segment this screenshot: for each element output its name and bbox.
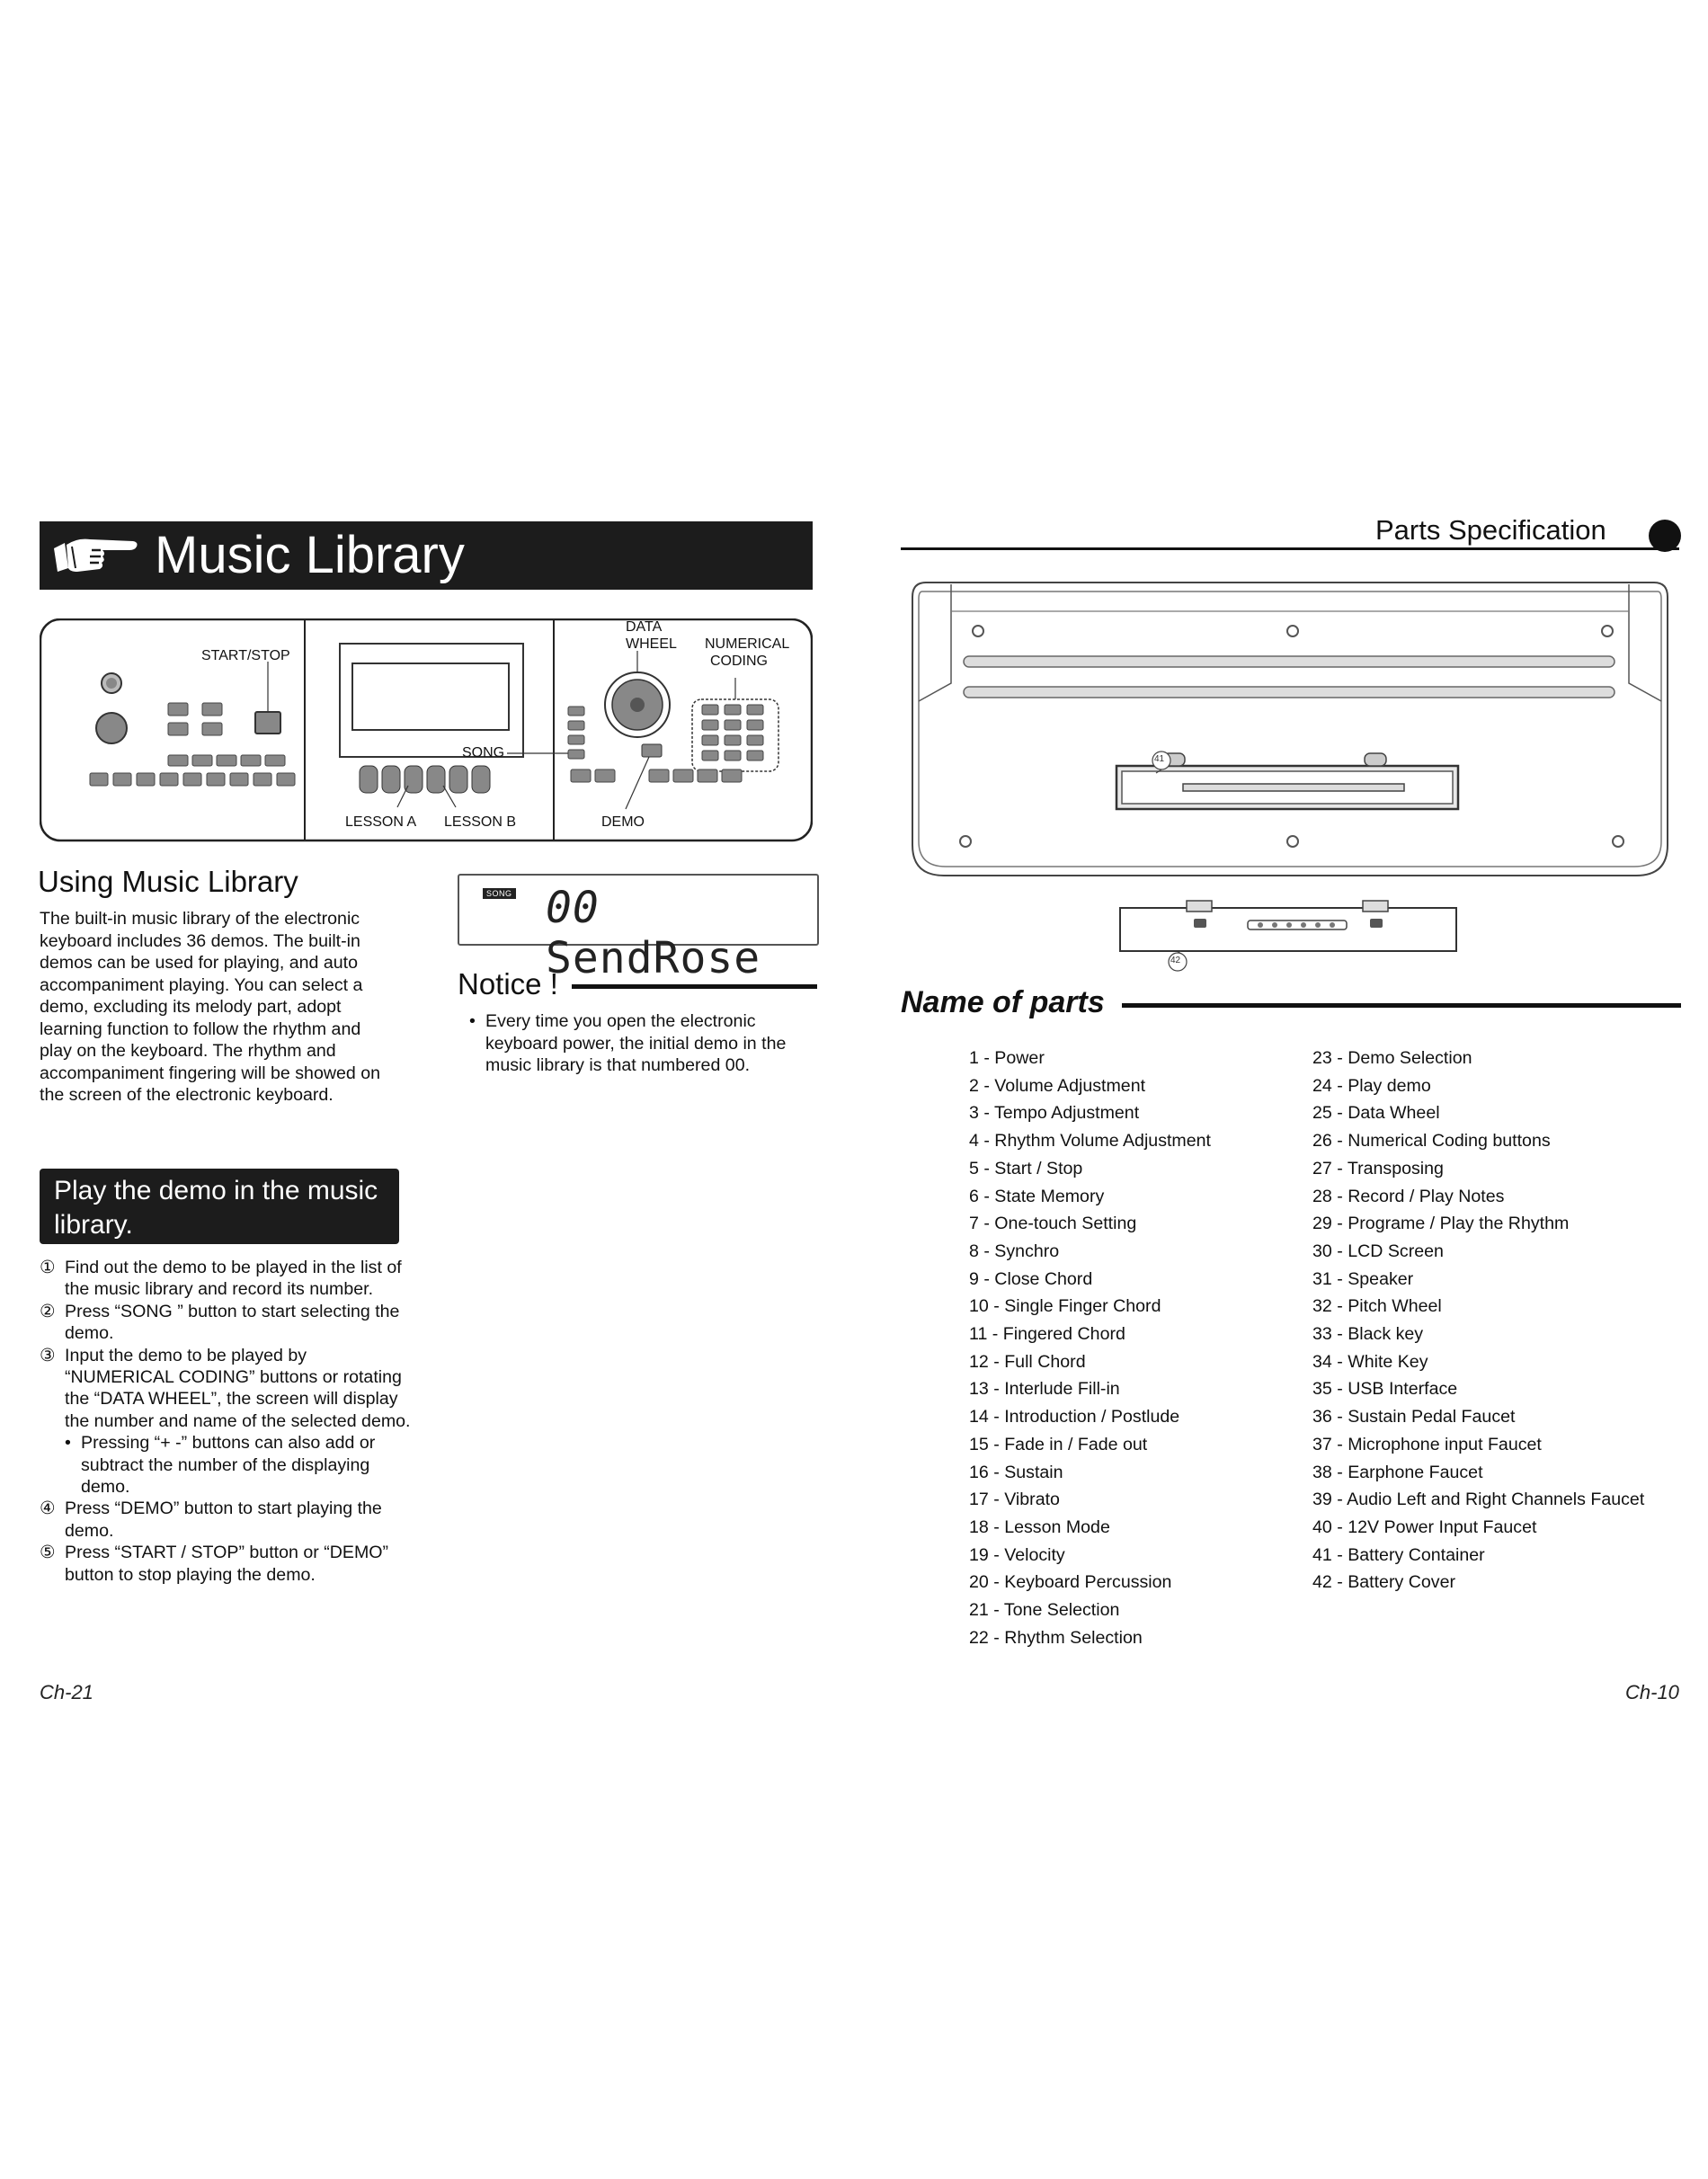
part-item: 29 - Programe / Play the Rhythm bbox=[1312, 1214, 1570, 1234]
part-item: 11 - Fingered Chord bbox=[969, 1324, 1125, 1345]
part-item: 3 - Tempo Adjustment bbox=[969, 1103, 1140, 1124]
step-text: Press “START / STOP” button or “DEMO” button to stop playing the demo. bbox=[65, 1543, 389, 1585]
part-item: 16 - Sustain bbox=[969, 1462, 1063, 1482]
part-item: 26 - Numerical Coding buttons bbox=[1312, 1131, 1551, 1152]
step-item bbox=[40, 1498, 417, 1542]
demo-label: DEMO bbox=[601, 814, 645, 830]
numerical-coding-label-1: NUMERICAL bbox=[705, 636, 790, 652]
part-item: 14 - Introduction / Postlude bbox=[969, 1407, 1180, 1427]
lesson-b-label: LESSON B bbox=[444, 814, 517, 830]
callout-42: 42 bbox=[1170, 956, 1181, 965]
start-stop-label: START/STOP bbox=[201, 648, 290, 663]
keyboard-bottom-diagram bbox=[908, 575, 1672, 989]
part-item: 1 - Power bbox=[969, 1048, 1045, 1068]
data-wheel-label-2: WHEEL bbox=[626, 636, 677, 652]
step-number: ② bbox=[40, 1301, 56, 1321]
step-text: Input the demo to be played by “NUMERICAL CODING” buttons or rotating the “DATA WHEEL”, the screen will display the number and name of the selected demo. bbox=[65, 1345, 411, 1431]
name-of-parts-rule bbox=[1122, 1003, 1681, 1008]
part-item: 31 - Speaker bbox=[1312, 1268, 1414, 1289]
header-rule bbox=[901, 547, 1679, 550]
keyboard-panel-illustration bbox=[40, 618, 813, 843]
part-item: 42 - Battery Cover bbox=[1312, 1572, 1455, 1593]
notice-bullet: Every time you open the electronic keyboard power, the initial demo in the music library is that numbered 00. bbox=[485, 1011, 787, 1075]
part-item: 36 - Sustain Pedal Faucet bbox=[1312, 1407, 1516, 1427]
part-item: 39 - Audio Left and Right Channels Faucet bbox=[1312, 1490, 1645, 1510]
part-item: 9 - Close Chord bbox=[969, 1268, 1093, 1289]
song-label: SONG bbox=[462, 745, 505, 760]
part-item: 19 - Velocity bbox=[969, 1544, 1065, 1565]
part-item: 8 - Synchro bbox=[969, 1241, 1060, 1261]
notice-text bbox=[469, 1010, 811, 1077]
step-number: ③ bbox=[40, 1345, 56, 1365]
part-item: 18 - Lesson Mode bbox=[969, 1516, 1110, 1537]
step-number: ⑤ bbox=[40, 1543, 56, 1563]
part-item: 12 - Full Chord bbox=[969, 1351, 1086, 1372]
part-item: 21 - Tone Selection bbox=[969, 1600, 1120, 1621]
part-item: 6 - State Memory bbox=[969, 1186, 1105, 1206]
page-number-right: Ch-10 bbox=[1625, 1681, 1679, 1703]
step-number: ④ bbox=[40, 1499, 56, 1519]
play-demo-heading-box bbox=[40, 1169, 399, 1244]
step-item bbox=[40, 1301, 417, 1345]
part-item: 13 - Interlude Fill-in bbox=[969, 1379, 1120, 1400]
play-demo-heading: Play the demo in the music library. bbox=[54, 1176, 378, 1240]
lcd-song-name: SendRose bbox=[546, 933, 761, 983]
bullet-icon: • bbox=[469, 1011, 476, 1031]
step-item bbox=[40, 1542, 417, 1586]
part-item: 4 - Rhythm Volume Adjustment bbox=[969, 1131, 1211, 1152]
pointing-hand-icon bbox=[50, 529, 140, 583]
step-sub-bullet bbox=[40, 1432, 417, 1498]
lesson-a-label: LESSON A bbox=[345, 814, 417, 830]
part-item: 22 - Rhythm Selection bbox=[969, 1627, 1143, 1648]
part-item: 28 - Record / Play Notes bbox=[1312, 1186, 1505, 1206]
sub-bullet-text: Pressing “+ -” buttons can also add or subtract the number of the displaying demo. bbox=[81, 1433, 376, 1498]
part-item: 37 - Microphone input Faucet bbox=[1312, 1434, 1542, 1454]
part-item: 38 - Earphone Faucet bbox=[1312, 1462, 1483, 1482]
part-item: 40 - 12V Power Input Faucet bbox=[1312, 1516, 1537, 1537]
part-item: 27 - Transposing bbox=[1312, 1158, 1444, 1178]
part-item: 35 - USB Interface bbox=[1312, 1379, 1458, 1400]
part-item: 41 - Battery Container bbox=[1312, 1544, 1485, 1565]
notice-heading: Notice ! bbox=[458, 967, 558, 1001]
step-item bbox=[40, 1345, 417, 1433]
parts-list-column-2 bbox=[1312, 1045, 1690, 1596]
part-item: 5 - Start / Stop bbox=[969, 1158, 1083, 1178]
part-item: 10 - Single Finger Chord bbox=[969, 1296, 1161, 1317]
lcd-display bbox=[458, 874, 819, 983]
step-text: Press “DEMO” button to start playing the demo. bbox=[65, 1499, 382, 1541]
part-item: 20 - Keyboard Percussion bbox=[969, 1572, 1172, 1593]
step-text: Press “SONG ” button to start selecting the demo. bbox=[65, 1301, 400, 1344]
step-item bbox=[40, 1257, 417, 1301]
page-title: Music Library bbox=[155, 526, 465, 584]
part-item: 2 - Volume Adjustment bbox=[969, 1075, 1146, 1096]
part-item: 32 - Pitch Wheel bbox=[1312, 1296, 1442, 1317]
parts-specification-heading: Parts Specification bbox=[1375, 514, 1606, 546]
parts-list-column-1 bbox=[969, 1045, 1293, 1651]
control-panel-drawing bbox=[40, 618, 813, 843]
part-item: 34 - White Key bbox=[1312, 1351, 1428, 1372]
data-wheel-label-1: DATA bbox=[626, 619, 663, 635]
part-item: 33 - Black key bbox=[1312, 1324, 1424, 1345]
numerical-coding-label-2: CODING bbox=[710, 654, 768, 669]
part-item: 25 - Data Wheel bbox=[1312, 1103, 1440, 1124]
part-item: 17 - Vibrato bbox=[969, 1490, 1060, 1510]
play-demo-steps bbox=[40, 1257, 417, 1586]
part-item: 23 - Demo Selection bbox=[1312, 1048, 1472, 1068]
lcd-song-tag: SONG bbox=[483, 888, 516, 899]
keyboard-underside-drawing bbox=[908, 575, 1672, 989]
name-of-parts-heading: Name of parts bbox=[901, 985, 1105, 1019]
music-library-header bbox=[40, 521, 813, 590]
part-item: 7 - One-touch Setting bbox=[969, 1214, 1137, 1234]
part-item: 24 - Play demo bbox=[1312, 1075, 1431, 1096]
using-music-library-text: The built-in music library of the electronic keyboard includes 36 demos. The built-in demos can be used for playing, and auto accompaniment playing. You can select a demo, excluding its melody part, adopt learning function to follow the rhythm and play on the keyboard. The rhythm and accompaniment fingering will be showed on the screen of the electronic keyboard. bbox=[40, 909, 381, 1105]
callout-41: 41 bbox=[1154, 754, 1165, 764]
step-number: ① bbox=[40, 1258, 56, 1277]
notice-rule bbox=[572, 984, 817, 989]
part-item: 15 - Fade in / Fade out bbox=[969, 1434, 1148, 1454]
using-music-library-heading: Using Music Library bbox=[38, 865, 298, 898]
lcd-number: 00 bbox=[546, 883, 600, 933]
bullet-icon: • bbox=[65, 1433, 71, 1454]
part-item: 30 - LCD Screen bbox=[1312, 1241, 1444, 1261]
lcd-readout bbox=[546, 883, 817, 983]
step-text: Find out the demo to be played in the list of the music library and record its number. bbox=[65, 1258, 402, 1300]
page-number-left: Ch-21 bbox=[40, 1681, 93, 1703]
